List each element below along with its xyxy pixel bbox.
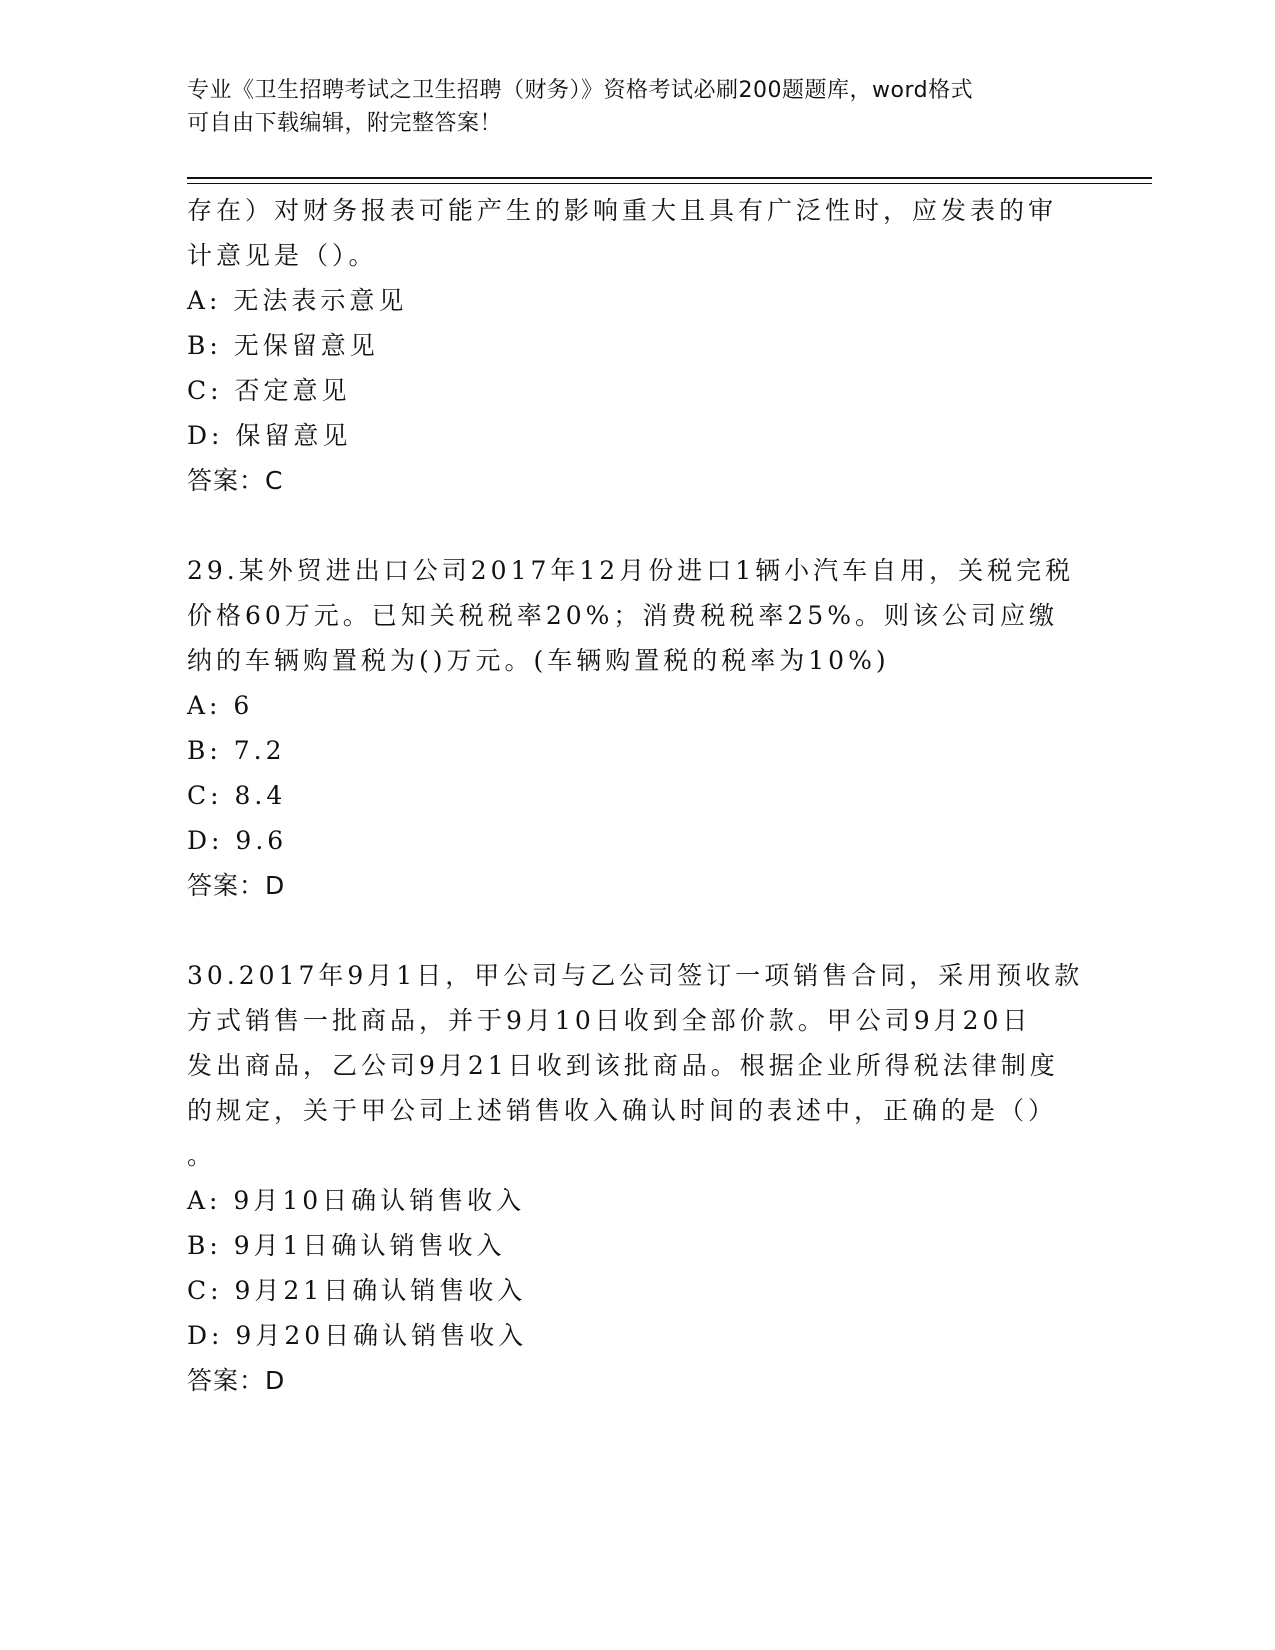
question-text-line: 纳的车辆购置税为()万元。(车辆购置税的税率为10%) xyxy=(187,646,890,675)
answer-line: 答案：D xyxy=(187,871,286,900)
option-c: C: 9月21日确认销售收入 xyxy=(187,1276,527,1305)
answer-line: 答案：D xyxy=(187,1366,286,1395)
spacer xyxy=(187,908,1087,953)
option-d: D: 保留意见 xyxy=(187,421,352,450)
option-d: D: 9月20日确认销售收入 xyxy=(187,1321,528,1350)
option-c: C: 否定意见 xyxy=(187,376,351,405)
spacer xyxy=(187,503,1087,548)
option-b: B: 无保留意见 xyxy=(187,331,379,360)
header-divider-thin xyxy=(187,183,1152,184)
option-d: D: 9.6 xyxy=(187,826,288,855)
header-line-1: 专业《卫生招聘考试之卫生招聘（财务）》资格考试必刷200题题库，word格式 xyxy=(187,78,974,103)
header-line-2: 可自由下载编辑，附完整答案！ xyxy=(187,111,503,136)
option-a: A: 6 xyxy=(187,691,254,720)
header-divider-thick xyxy=(187,177,1152,179)
question-29 xyxy=(187,548,1087,908)
question-text-line: 存在）对财务报表可能产生的影响重大且具有广泛性时，应发表的审 xyxy=(187,196,1058,225)
question-text-line: 。 xyxy=(187,1141,217,1170)
option-a: A: 无法表示意见 xyxy=(187,286,408,315)
question-text-line: 计意见是（）。 xyxy=(187,241,378,270)
option-a: A: 9月10日确认销售收入 xyxy=(187,1186,526,1215)
option-b: B: 7.2 xyxy=(187,736,286,765)
answer-line: 答案：C xyxy=(187,466,284,495)
question-28 xyxy=(187,188,1087,503)
question-text-line: 发出商品，乙公司9月21日收到该批商品。根据企业所得税法律制度 xyxy=(187,1051,1059,1080)
document-header xyxy=(187,74,1067,140)
option-b: B: 9月1日确认销售收入 xyxy=(187,1231,506,1260)
question-text-line: 价格60万元。已知关税税率20%；消费税税率25%。则该公司应缴 xyxy=(187,601,1058,630)
document-body xyxy=(187,188,1087,1403)
option-c: C: 8.4 xyxy=(187,781,287,810)
question-text-line: 29.某外贸进出口公司2017年12月份进口1辆小汽车自用，关税完税 xyxy=(187,556,1075,585)
question-text-line: 30.2017年9月1日，甲公司与乙公司签订一项销售合同，采用预收款 xyxy=(187,961,1084,990)
question-text-line: 方式销售一批商品，并于9月10日收到全部价款。甲公司9月20日 xyxy=(187,1006,1032,1035)
question-30 xyxy=(187,953,1087,1403)
question-text-line: 的规定，关于甲公司上述销售收入确认时间的表述中，正确的是（） xyxy=(187,1096,1058,1125)
